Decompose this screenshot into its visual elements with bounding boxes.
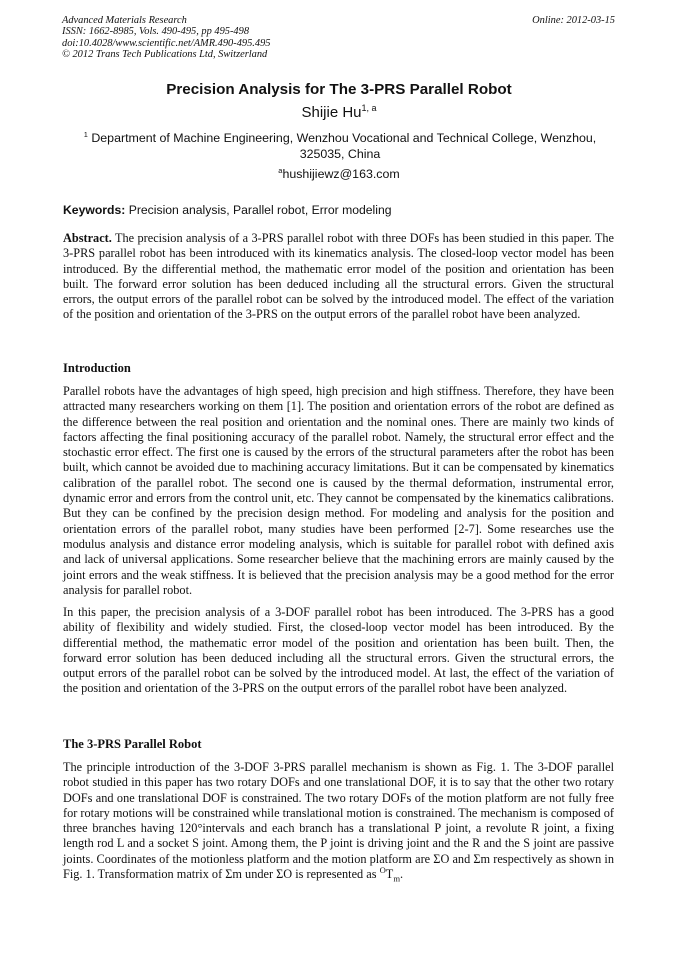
sentence-end: . <box>400 867 404 882</box>
affiliation-superscript: 1 <box>83 129 88 139</box>
author-name: Shijie Hu <box>301 104 362 121</box>
abstract-text: The precision analysis of a 3-PRS parallel robot with three DOFs has been studied in this paper. The 3-PRS parallel robot has been introduced with its kinematics analysis. The closed-loop vector model has been introduced. By the differential method, the mathematic error model of the position and orientation has been built. The forward error solution has been deduced including all the structural errors. Given the structural errors, the output errors of the parallel robot can be solved by the introduced model. The effect of the variation of the position and orientation of the 3-PRS on the output errors of the parallel robot have been analyzed. <box>63 231 614 322</box>
robot-section-text: The principle introduction of the 3-DOF 3-PRS parallel mechanism is shown as Fig. 1. The 3-DOF parallel robot studied in this paper has two rotary DOFs and one translational DOF, it is to say that the other two rotary DOFs and one translational DOF is constrained. The two rotary DOFs of the motion platform are not fully free for rotary motions will be constrained while translational motion is constrained. The mechanism is composed of three branches having 120°intervals and each branch has a translational P joint, a revolute R joint, a fixing length rod L and a socket S joint. Among them, the P joint is driving joint and the R and the S joint are passive joints. Coordinates of the motionless platform and the motion platform are ΣO and Σm respectively as shown in Fig. 1. Transformation matrix of Σm under ΣO is represented as <box>63 760 614 882</box>
journal-header <box>62 15 270 61</box>
journal-name: Advanced Materials Research <box>62 15 187 26</box>
keywords-text: Precision analysis, Parallel robot, Error modeling <box>128 203 392 217</box>
journal-copyright: © 2012 Trans Tech Publications Ltd, Switzerland <box>62 49 268 61</box>
matrix-superscript: O <box>379 864 386 875</box>
online-date: Online: 2012-03-15 <box>532 15 615 26</box>
abstract-label: Abstract. <box>63 231 112 245</box>
abstract <box>63 231 614 323</box>
affiliation <box>75 131 605 162</box>
journal-doi: doi:10.4028/www.scientific.net/AMR.490-495.495 <box>62 37 271 49</box>
email-address: hushijiewz@163.com <box>282 167 400 181</box>
author-superscript: 1, a <box>361 103 377 113</box>
introduction-heading: Introduction <box>63 361 131 375</box>
introduction-paragraph-2: In this paper, the precision analysis of a 3-DOF parallel robot has been introduced. The 3-PRS has a good ability of flexibility and widely studied. First, the closed-loop vector model has been introduced. By the differential method, the mathematic error model of the position and orientation has been built. Then, the forward error solution has been deduced including all the structural errors. Given the structural errors, the output errors of the parallel robot can be solved by the introduced model. At last, the effect of the variation of the position and orientation of the 3-PRS on the output errors of the parallel robot have been analyzed. <box>63 605 614 696</box>
journal-issn: ISSN: 1662-8985, Vols. 490-495, pp 495-498 <box>62 26 250 38</box>
author-line <box>0 104 678 121</box>
email-superscript: a <box>278 165 283 175</box>
affiliation-text: Department of Machine Engineering, Wenzhou Vocational and Technical College, Wenzhou, 325035, China <box>91 131 597 161</box>
email-line <box>0 167 678 181</box>
paper-title: Precision Analysis for The 3-PRS Parallel Robot <box>166 81 512 98</box>
introduction-paragraph-1: Parallel robots have the advantages of high speed, high precision and high stiffness. Therefore, they have been attracted many researchers working on them [1]. The position and orientation errors of the robot are defined as the difference between the real position and orientation and the nominal ones. There are mainly two kinds of factors affecting the final positioning accuracy of the parallel robot. Namely, the structural error effect and the stochastic error effect. The first one is caused by the errors of the structural parameters after the robot has been built, which cannot be avoided due to machining accuracy limitations. But it can be compensated by kinematics calibration of the parallel robot. The second one is caused by the thermal deformation, instrumental error, dynamic error and errors from the control unit, etc. They cannot be compensated by the kinematics calibrations. But they can be confined by the precision design method. For modeling and analysis for the position and orientation errors of the parallel robot, many studies have been performed [2-7]. Some researches use the modulus analysis and distance error modeling analysis, which is suitable for parallel robot with defined axis and lack of universal applications. Some researcher believe that the machining errors are mainly caused by the joint errors and the weak stiffness. It is believed that the precision analysis may be a good method for the error analysis for parallel robot. <box>63 384 614 597</box>
matrix-symbol: T <box>385 867 394 882</box>
robot-section-heading: The 3-PRS Parallel Robot <box>63 737 202 751</box>
robot-section-paragraph <box>63 760 614 882</box>
keywords <box>63 203 623 217</box>
matrix-subscript: m <box>393 873 401 884</box>
transformation-matrix <box>379 864 401 884</box>
keywords-label: Keywords: <box>63 203 126 217</box>
